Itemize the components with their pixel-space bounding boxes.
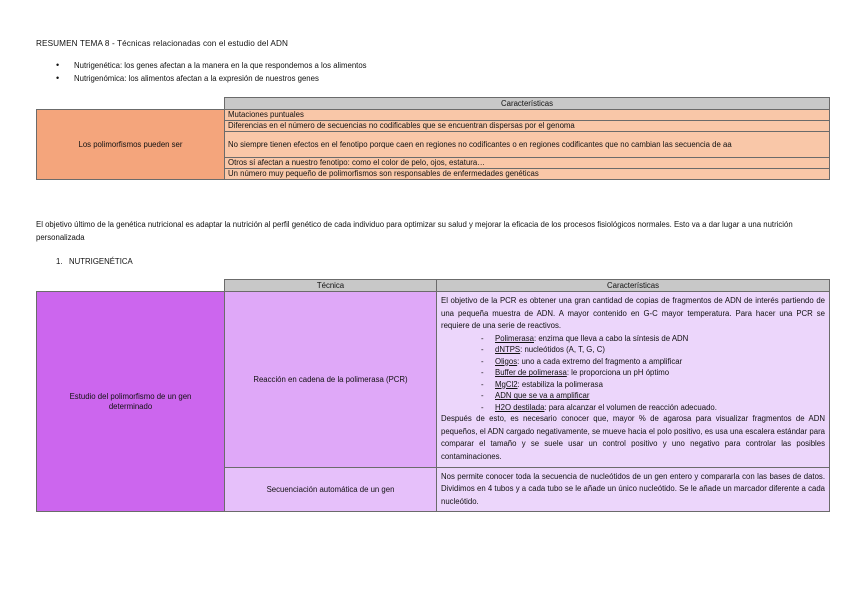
document-title: RESUMEN TEMA 8 - Técnicas relacionadas con el estudio del ADN <box>36 39 288 48</box>
table-cell: Mutaciones puntuales <box>225 110 830 121</box>
table-header: Características <box>225 98 830 110</box>
table-cell: Un número muy pequeño de polimorfismos son responsables de enfermedades genéticas <box>225 169 830 180</box>
list-item: - Buffer de polimerasa: le proporciona un pH óptimo <box>481 367 825 379</box>
table-header-tecnica: Técnica <box>225 280 437 292</box>
section-title: NUTRIGENÉTICA <box>69 257 133 266</box>
definition-list <box>56 61 367 87</box>
pcr-description <box>437 292 830 468</box>
secuenciacion-description: Nos permite conocer toda la secuencia de nucleótidos de un gen entero y compararla con las bases de datos. Dividimos en 4 tubos y a cada tubo se le añade un único nucleótido. Se le añade un marcador diferente a cada nucleótido. <box>437 467 830 512</box>
section-number: 1. <box>56 257 63 266</box>
table-header-caracteristicas: Características <box>437 280 830 292</box>
polimorfismos-table <box>36 97 830 180</box>
section-heading <box>56 257 133 266</box>
list-item: - MgCl2: estabiliza la polimerasa <box>481 379 825 391</box>
intro-paragraph: El objetivo último de la genética nutricional es adaptar la nutrición al perfil genético de cada individuo para optimizar su salud y mejorar la eficacia de los procesos fisiológicos normales. Esto va a dar lugar a una nutrición personalizada <box>36 220 793 242</box>
list-item: • Nutrigenómica: los alimentos afectan a la expresión de nuestros genes <box>56 74 367 87</box>
table-cell: Diferencias en el número de secuencias no codificables que se encuentran dispersas por el genoma <box>225 121 830 132</box>
list-item: • Nutrigenética: los genes afectan a la manera en la que respondemos a los alimentos <box>56 61 367 74</box>
nutrigenetica-table <box>36 279 830 512</box>
list-item: - ADN que se va a amplificar <box>481 390 825 402</box>
reagent-list <box>441 333 825 414</box>
table-cell: No siempre tienen efectos en el fenotipo porque caen en regiones no codificantes o en regiones codificantes que no cambian las secuencia de aa <box>225 132 830 158</box>
technique-pcr: Reacción en cadena de la polimerasa (PCR) <box>225 292 437 468</box>
list-item: - Polimerasa: enzima que lleva a cabo la síntesis de ADN <box>481 333 825 345</box>
table-cell: Otros sí afectan a nuestro fenotipo: como el color de pelo, ojos, estatura… <box>225 158 830 169</box>
pcr-intro: El objetivo de la PCR es obtener una gran cantidad de copias de fragmentos de ADN de interés partiendo de una pequeña muestra de ADN. A mayor contenido en G-C mayor temperatura. Para hacer una PCR se requiere de una serie de reactivos. <box>441 296 825 331</box>
list-item: - dNTPS: nucleótidos (A, T, G, C) <box>481 344 825 356</box>
row-label: Estudio del polimorfismo de un gen determinado <box>37 292 225 512</box>
list-item: - Oligos: uno a cada extremo del fragmento a amplificar <box>481 356 825 368</box>
list-item: - H2O destilada: para alcanzar el volumen de reacción adecuado. <box>481 402 825 414</box>
technique-secuenciacion: Secuenciación automática de un gen <box>225 467 437 512</box>
row-label: Los polimorfismos pueden ser <box>37 110 225 180</box>
pcr-outro: Después de esto, es necesario conocer que, mayor % de agarosa para visualizar fragmentos de ADN pequeños, el ADN cargado negativamente, se mueve hacia el polo positivo, es usa una escalera estándar para comparar el tamaño y se suele usar un control positivo y uno negativo para controlar las posibles contaminaciones. <box>441 414 825 462</box>
